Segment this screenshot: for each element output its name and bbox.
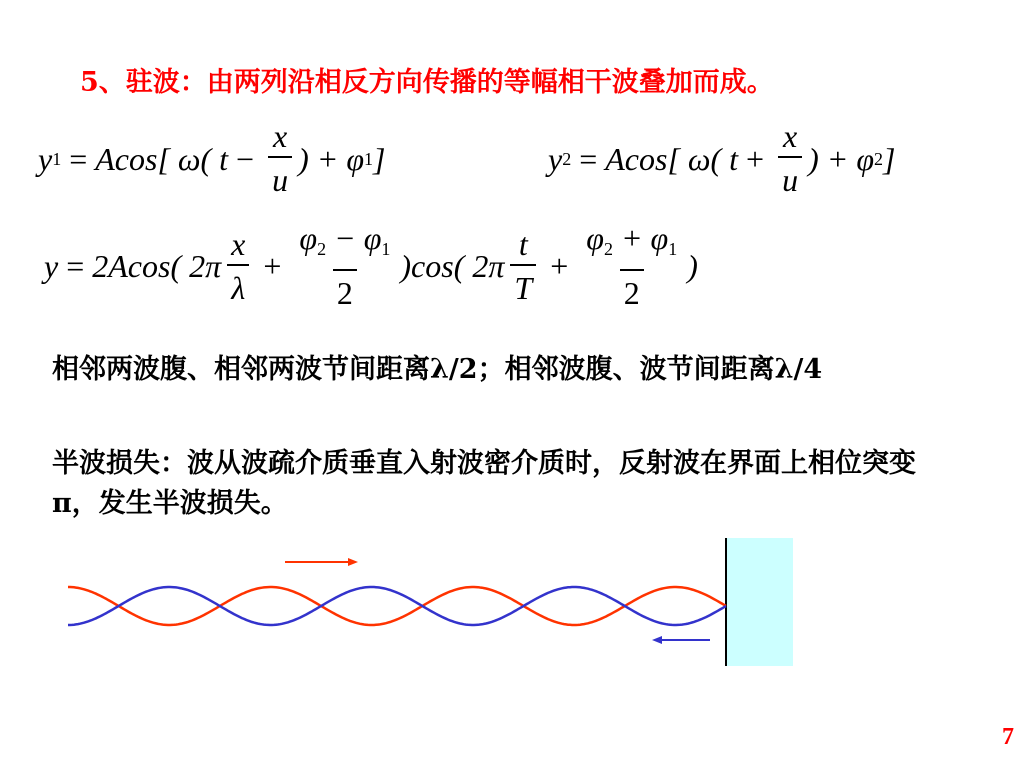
eq-y2-lhs: y [548, 140, 563, 177]
eq-y-frac2-phi2-sub: 2 [317, 239, 327, 259]
eq-y-frac2-num [295, 218, 394, 269]
eq-y1-lhs: y [38, 140, 53, 177]
eq-y-close: ) [687, 248, 698, 284]
eq-y-frac4 [582, 218, 681, 315]
eq-y1-minus: − [236, 140, 255, 177]
eq-y1-frac-num: x [272, 118, 288, 154]
eq-y-plus1: + [263, 248, 282, 284]
eq-y1-pre: Acos[ ω( t [95, 140, 229, 177]
eq-y1-close: ] [373, 140, 386, 177]
eq-y2-plus: + [746, 140, 765, 177]
eq-y2-equals: = [579, 140, 598, 177]
paragraph-half-wave-loss: 半波损失：波从波疏介质垂直入射波密介质时，反射波在界面上相位突变π，发生半波损失。 [52, 448, 916, 519]
eq-y-frac2 [295, 218, 394, 315]
eq-y-frac1-den: λ [227, 264, 249, 310]
eq-y-frac4-den: 2 [620, 269, 644, 315]
eq-y2-fraction [778, 116, 802, 202]
eq-y-frac1-num: x [231, 225, 246, 262]
standing-wave-diagram [0, 530, 1024, 680]
eq-y-frac2-phi1-sub: 1 [381, 239, 391, 259]
eq-y-frac3 [510, 224, 536, 310]
eq-y-frac1 [227, 224, 249, 310]
eq-y-frac4-phi1-sub: 1 [668, 239, 678, 259]
eq-y2-lhs-sub: 2 [562, 148, 572, 169]
eq-y2-frac-num: x [782, 118, 798, 154]
eq-y1-frac-den: u [268, 156, 292, 202]
eq-y-frac3-num: t [518, 225, 528, 262]
eq-y-frac2-phi2: φ [299, 220, 318, 256]
eq-y-frac2-op: − φ [326, 220, 382, 256]
paragraph-node-spacing: 相邻两波腹、相邻两波节间距离λ/2；相邻波腹、波节间距离λ/4 [52, 354, 823, 385]
eq-y-frac2-den: 2 [333, 269, 357, 315]
eq-y-frac4-op: + φ [612, 220, 669, 256]
eq-y1-fraction [268, 116, 292, 202]
eq-y-lhs: y [44, 248, 59, 284]
page-number: 7 [1002, 724, 1014, 750]
eq-y2-frac-den: u [778, 156, 802, 202]
eq-y-plus2: + [550, 248, 569, 284]
eq-y-frac4-phi2: φ [586, 220, 604, 256]
eq-y2-post-sub: 2 [874, 148, 884, 169]
eq-y-frac3-den: T [510, 264, 536, 310]
eq-y2-post: ) + φ [808, 140, 875, 177]
eq-y2-pre: Acos[ ω( t [605, 140, 739, 177]
equation-y1 [38, 116, 386, 202]
eq-y1-lhs-sub: 1 [52, 148, 62, 169]
eq-y1-post-sub: 1 [364, 148, 374, 169]
eq-y2-close: ] [883, 140, 896, 177]
eq-y-equals: = [66, 248, 85, 284]
eq-y-frac4-phi2-sub: 2 [603, 239, 613, 259]
reflected-arrow [652, 636, 710, 644]
slide-title: 5、驻波：由两列沿相反方向传播的等幅相干波叠加而成。 [80, 67, 774, 98]
equation-y2 [548, 116, 896, 202]
incident-arrow [285, 558, 358, 566]
eq-y-part1: 2Acos( 2π [92, 248, 222, 284]
eq-y1-post: ) + φ [298, 140, 365, 177]
eq-y-frac4-num [582, 218, 681, 269]
eq-y1-equals: = [69, 140, 88, 177]
equation-y-standing [44, 218, 698, 315]
dense-medium-wall [727, 538, 793, 666]
eq-y-part2: )cos( 2π [400, 248, 505, 284]
